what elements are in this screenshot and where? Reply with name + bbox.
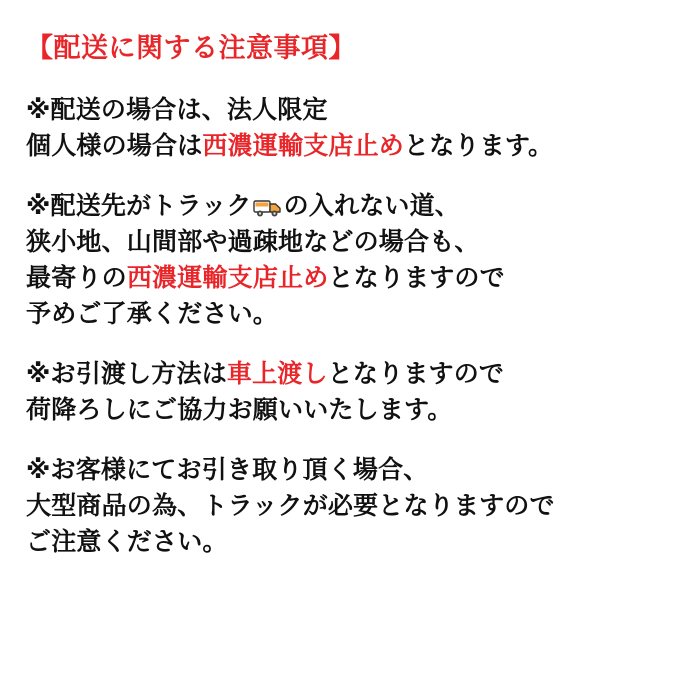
notice-text: ※お客様にてお引き取り頂く場合、	[26, 454, 429, 484]
notice-block-handover-method	[26, 356, 676, 428]
notice-text: ご注意ください。	[26, 526, 228, 556]
notice-line	[26, 524, 676, 560]
page-title: 【配送に関する注意事項】	[26, 33, 356, 64]
notice-line	[26, 92, 676, 128]
notice-text: ※配送先がトラック	[26, 190, 252, 220]
notice-text: 個人様の場合は	[26, 130, 203, 160]
truck-icon	[253, 196, 283, 218]
notice-text: 狭小地、山間部や過疎地などの場合も、	[26, 226, 480, 256]
notice-line	[26, 356, 676, 392]
notice-text: の入れない道、	[283, 190, 461, 220]
notice-line	[26, 452, 676, 488]
notice-blocks	[26, 92, 676, 560]
notice-text: ※お引渡し方法は	[26, 358, 227, 388]
highlighted-text: 西濃運輸支店止め	[126, 262, 329, 292]
highlighted-text: 車上渡し	[226, 358, 328, 388]
notice-text: 荷降ろしにご協力お願いいたします。	[26, 394, 453, 424]
notice-text: となりますので	[327, 358, 505, 388]
notice-line	[26, 188, 676, 224]
notice-line	[26, 224, 676, 260]
notice-block-corporate-only	[26, 92, 676, 164]
notice-text: ※配送の場合は、法人限定	[26, 94, 328, 124]
notice-text: 予めご了承ください。	[26, 298, 279, 328]
notice-line	[26, 260, 676, 296]
notice-line	[26, 128, 676, 164]
notice-block-truck-access	[26, 188, 676, 332]
notice-text: となります。	[404, 130, 554, 160]
notice-text: 最寄りの	[26, 262, 127, 292]
notice-text: 大型商品の為、トラックが必要となりますので	[26, 490, 555, 520]
notice-line	[26, 392, 676, 428]
notice-line	[26, 488, 676, 524]
notice-text: となりますので	[328, 262, 505, 292]
highlighted-text: 西濃運輸支店止め	[202, 130, 405, 160]
notice-block-customer-pickup	[26, 452, 676, 560]
notice-line	[26, 296, 676, 332]
